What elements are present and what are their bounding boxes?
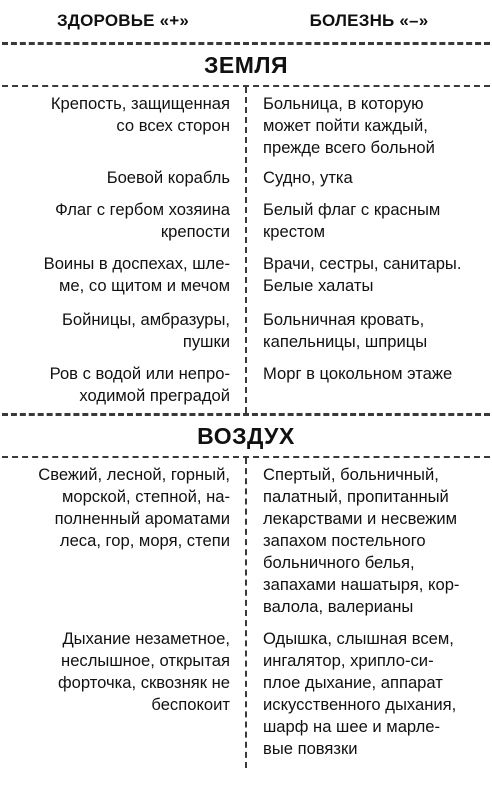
- cell-line: палатный, пропитанный: [263, 487, 449, 506]
- section-title-earth: ЗЕМЛЯ: [203, 52, 289, 78]
- cell-line: Белый флаг с красным: [263, 200, 441, 219]
- cell-line: плое дыхание, аппарат: [263, 673, 443, 692]
- cell-line: вые повязки: [263, 739, 358, 758]
- health-cell: [0, 167, 246, 189]
- cell-line: Больница, в которую: [263, 94, 424, 113]
- disease-column-header: БОЛЕЗНЬ «–»: [309, 11, 429, 30]
- table-row: [0, 253, 492, 309]
- cell-line: Боевой корабль: [106, 168, 230, 187]
- cell-line: беспокоит: [151, 695, 230, 714]
- disease-cell: [246, 464, 492, 618]
- table-row: [0, 167, 492, 199]
- disease-cell: [246, 199, 492, 243]
- cell-line: Флаг с гербом хозяина: [55, 200, 230, 219]
- cell-line: Дыхание незаметное,: [62, 629, 230, 648]
- cell-line: Ров с водой или непро-: [49, 364, 230, 383]
- health-cell: [0, 253, 246, 297]
- cell-line: капельницы, шприцы: [263, 332, 428, 351]
- cell-line: крестом: [263, 222, 326, 241]
- table-row: [0, 199, 492, 253]
- cell-line: неслышное, открытая: [61, 651, 230, 670]
- health-cell: [0, 309, 246, 353]
- section-rows-air: [0, 458, 492, 768]
- cell-line: крепости: [160, 222, 230, 241]
- disease-cell: [246, 167, 492, 189]
- table-row: [0, 628, 492, 768]
- cell-line: Белые халаты: [263, 276, 374, 295]
- cell-line: Крепость, защищенная: [50, 94, 230, 113]
- disease-cell: [246, 309, 492, 353]
- disease-cell: [246, 93, 492, 159]
- cell-line: больничного белья,: [263, 553, 415, 572]
- cell-line: Спертый, больничный,: [263, 465, 439, 484]
- cell-line: запахами нашатыря, кор-: [263, 575, 460, 594]
- health-cell: [0, 363, 246, 407]
- cell-line: лекарствами и несвежим: [263, 509, 458, 528]
- cell-line: со всех сторон: [116, 116, 230, 135]
- cell-line: прежде всего больной: [263, 138, 435, 157]
- cell-line: форточка, сквозняк не: [58, 673, 230, 692]
- cell-line: ингалятор, хрипло-си-: [263, 651, 434, 670]
- cell-line: валола, валерианы: [263, 597, 414, 616]
- column-headers: [0, 0, 492, 42]
- cell-line: Свежий, лесной, горный,: [38, 465, 230, 484]
- cell-line: Бойницы, амбразуры,: [62, 310, 230, 329]
- table-row: [0, 309, 492, 363]
- table-row: [0, 93, 492, 167]
- cell-line: морской, степной, на-: [61, 487, 230, 506]
- cell-line: ходимой преградой: [79, 386, 230, 405]
- disease-cell: [246, 628, 492, 760]
- cell-line: леса, гор, моря, степи: [59, 531, 230, 550]
- cell-line: может пойти каждый,: [263, 116, 428, 135]
- disease-cell: [246, 253, 492, 297]
- cell-line: пушки: [182, 332, 230, 351]
- cell-line: искусственного дыхания,: [263, 695, 457, 714]
- health-cell: [0, 464, 246, 552]
- section-title-air: ВОЗДУХ: [197, 423, 295, 449]
- cell-line: ме, со щитом и мечом: [58, 276, 230, 295]
- health-cell: [0, 628, 246, 716]
- cell-line: запахом постельного: [263, 531, 426, 550]
- cell-line: Судно, утка: [263, 168, 353, 187]
- disease-cell: [246, 363, 492, 385]
- cell-line: Больничная кровать,: [263, 310, 425, 329]
- cell-line: Врачи, сестры, санитары.: [263, 254, 462, 273]
- health-cell: [0, 199, 246, 243]
- health-column-header: ЗДОРОВЬЕ «+»: [56, 11, 190, 30]
- cell-line: шарф на шее и марле-: [263, 717, 441, 736]
- cell-line: Воины в доспехах, шле-: [43, 254, 230, 273]
- cell-line: Морг в цокольном этаже: [263, 364, 453, 383]
- cell-line: полненный ароматами: [54, 509, 230, 528]
- table-row: [0, 464, 492, 628]
- section-rows-earth: [0, 87, 492, 413]
- cell-line: Одышка, слышная всем,: [263, 629, 454, 648]
- table-row: [0, 363, 492, 413]
- health-cell: [0, 93, 246, 137]
